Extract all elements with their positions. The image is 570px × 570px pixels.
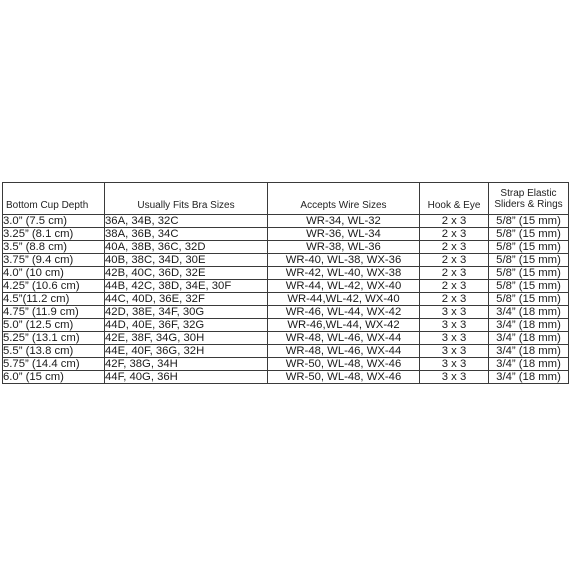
cell-hook-eye: 2 x 3	[420, 241, 489, 254]
cell-wire-sizes: WR-44, WL-42, WX-40	[268, 280, 420, 293]
table-row	[3, 319, 569, 332]
cell-fits-bra-sizes: 44E, 40F, 36G, 32H	[105, 345, 268, 358]
cell-wire-sizes: WR-40, WL-38, WX-36	[268, 254, 420, 267]
cell-wire-sizes: WR-34, WL-32	[268, 215, 420, 228]
cell-hook-eye: 2 x 3	[420, 293, 489, 306]
cell-wire-sizes: WR-46, WL-44, WX-42	[268, 306, 420, 319]
cell-strap-elastic: 3/4” (18 mm)	[489, 371, 569, 384]
cell-strap-elastic: 5/8” (15 mm)	[489, 241, 569, 254]
table-row	[3, 215, 569, 228]
table-row	[3, 358, 569, 371]
size-chart	[2, 182, 568, 384]
cell-cup-depth: 3.0” (7.5 cm)	[3, 215, 105, 228]
cell-cup-depth: 3.5” (8.8 cm)	[3, 241, 105, 254]
cell-hook-eye: 3 x 3	[420, 306, 489, 319]
cell-cup-depth: 4.75” (11.9 cm)	[3, 306, 105, 319]
cell-hook-eye: 2 x 3	[420, 228, 489, 241]
cell-fits-bra-sizes: 44B, 42C, 38D, 34E, 30F	[105, 280, 268, 293]
cell-fits-bra-sizes: 36A, 34B, 32C	[105, 215, 268, 228]
table-row	[3, 306, 569, 319]
cell-fits-bra-sizes: 40B, 38C, 34D, 30E	[105, 254, 268, 267]
header-strap-elastic: Strap Elastic Sliders & Rings	[489, 183, 569, 215]
cell-fits-bra-sizes: 42E, 38F, 34G, 30H	[105, 332, 268, 345]
cell-hook-eye: 2 x 3	[420, 215, 489, 228]
cell-strap-elastic: 5/8” (15 mm)	[489, 280, 569, 293]
cell-cup-depth: 4.25” (10.6 cm)	[3, 280, 105, 293]
cell-hook-eye: 3 x 3	[420, 371, 489, 384]
cell-fits-bra-sizes: 44C, 40D, 36E, 32F	[105, 293, 268, 306]
cell-cup-depth: 3.75” (9.4 cm)	[3, 254, 105, 267]
header-hook-eye: Hook & Eye	[420, 183, 489, 215]
cell-wire-sizes: WR-50, WL-48, WX-46	[268, 371, 420, 384]
cell-wire-sizes: WR-48, WL-46, WX-44	[268, 332, 420, 345]
table-row	[3, 371, 569, 384]
cell-strap-elastic: 5/8” (15 mm)	[489, 215, 569, 228]
cell-cup-depth: 3.25” (8.1 cm)	[3, 228, 105, 241]
cell-fits-bra-sizes: 44F, 40G, 36H	[105, 371, 268, 384]
cell-wire-sizes: WR-50, WL-48, WX-46	[268, 358, 420, 371]
cell-strap-elastic: 5/8” (15 mm)	[489, 228, 569, 241]
cell-strap-elastic: 5/8” (15 mm)	[489, 293, 569, 306]
size-table	[2, 182, 569, 384]
table-row	[3, 293, 569, 306]
cell-strap-elastic: 5/8” (15 mm)	[489, 254, 569, 267]
cell-wire-sizes: WR-46,WL-44, WX-42	[268, 319, 420, 332]
cell-fits-bra-sizes: 42F, 38G, 34H	[105, 358, 268, 371]
cell-fits-bra-sizes: 40A, 38B, 36C, 32D	[105, 241, 268, 254]
cell-hook-eye: 2 x 3	[420, 267, 489, 280]
table-row	[3, 280, 569, 293]
cell-fits-bra-sizes: 42D, 38E, 34F, 30G	[105, 306, 268, 319]
cell-cup-depth: 5.5” (13.8 cm)	[3, 345, 105, 358]
cell-hook-eye: 3 x 3	[420, 358, 489, 371]
cell-wire-sizes: WR-38, WL-36	[268, 241, 420, 254]
cell-strap-elastic: 3/4” (18 mm)	[489, 306, 569, 319]
cell-fits-bra-sizes: 44D, 40E, 36F, 32G	[105, 319, 268, 332]
cell-strap-elastic: 5/8” (15 mm)	[489, 267, 569, 280]
table-row	[3, 228, 569, 241]
table-row	[3, 332, 569, 345]
cell-wire-sizes: WR-48, WL-46, WX-44	[268, 345, 420, 358]
cell-cup-depth: 5.25” (13.1 cm)	[3, 332, 105, 345]
cell-wire-sizes: WR-36, WL-34	[268, 228, 420, 241]
cell-hook-eye: 3 x 3	[420, 319, 489, 332]
cell-cup-depth: 4.0” (10 cm)	[3, 267, 105, 280]
cell-strap-elastic: 3/4” (18 mm)	[489, 358, 569, 371]
cell-wire-sizes: WR-44,WL-42, WX-40	[268, 293, 420, 306]
header-wire-sizes: Accepts Wire Sizes	[268, 183, 420, 215]
cell-strap-elastic: 3/4” (18 mm)	[489, 319, 569, 332]
cell-cup-depth: 5.0” (12.5 cm)	[3, 319, 105, 332]
cell-strap-elastic: 3/4” (18 mm)	[489, 345, 569, 358]
table-row	[3, 254, 569, 267]
table-row	[3, 241, 569, 254]
table-row	[3, 345, 569, 358]
cell-hook-eye: 3 x 3	[420, 332, 489, 345]
cell-hook-eye: 2 x 3	[420, 280, 489, 293]
cell-cup-depth: 5.75” (14.4 cm)	[3, 358, 105, 371]
cell-cup-depth: 4.5”(11.2 cm)	[3, 293, 105, 306]
header-fits-bra-sizes: Usually Fits Bra Sizes	[105, 183, 268, 215]
cell-hook-eye: 3 x 3	[420, 345, 489, 358]
cell-strap-elastic: 3/4” (18 mm)	[489, 332, 569, 345]
table-body	[3, 215, 569, 384]
cell-fits-bra-sizes: 42B, 40C, 36D, 32E	[105, 267, 268, 280]
cell-cup-depth: 6.0” (15 cm)	[3, 371, 105, 384]
header-row	[3, 183, 569, 215]
table-row	[3, 267, 569, 280]
cell-wire-sizes: WR-42, WL-40, WX-38	[268, 267, 420, 280]
cell-hook-eye: 2 x 3	[420, 254, 489, 267]
cell-fits-bra-sizes: 38A, 36B, 34C	[105, 228, 268, 241]
header-bottom-cup-depth: Bottom Cup Depth	[3, 183, 105, 215]
